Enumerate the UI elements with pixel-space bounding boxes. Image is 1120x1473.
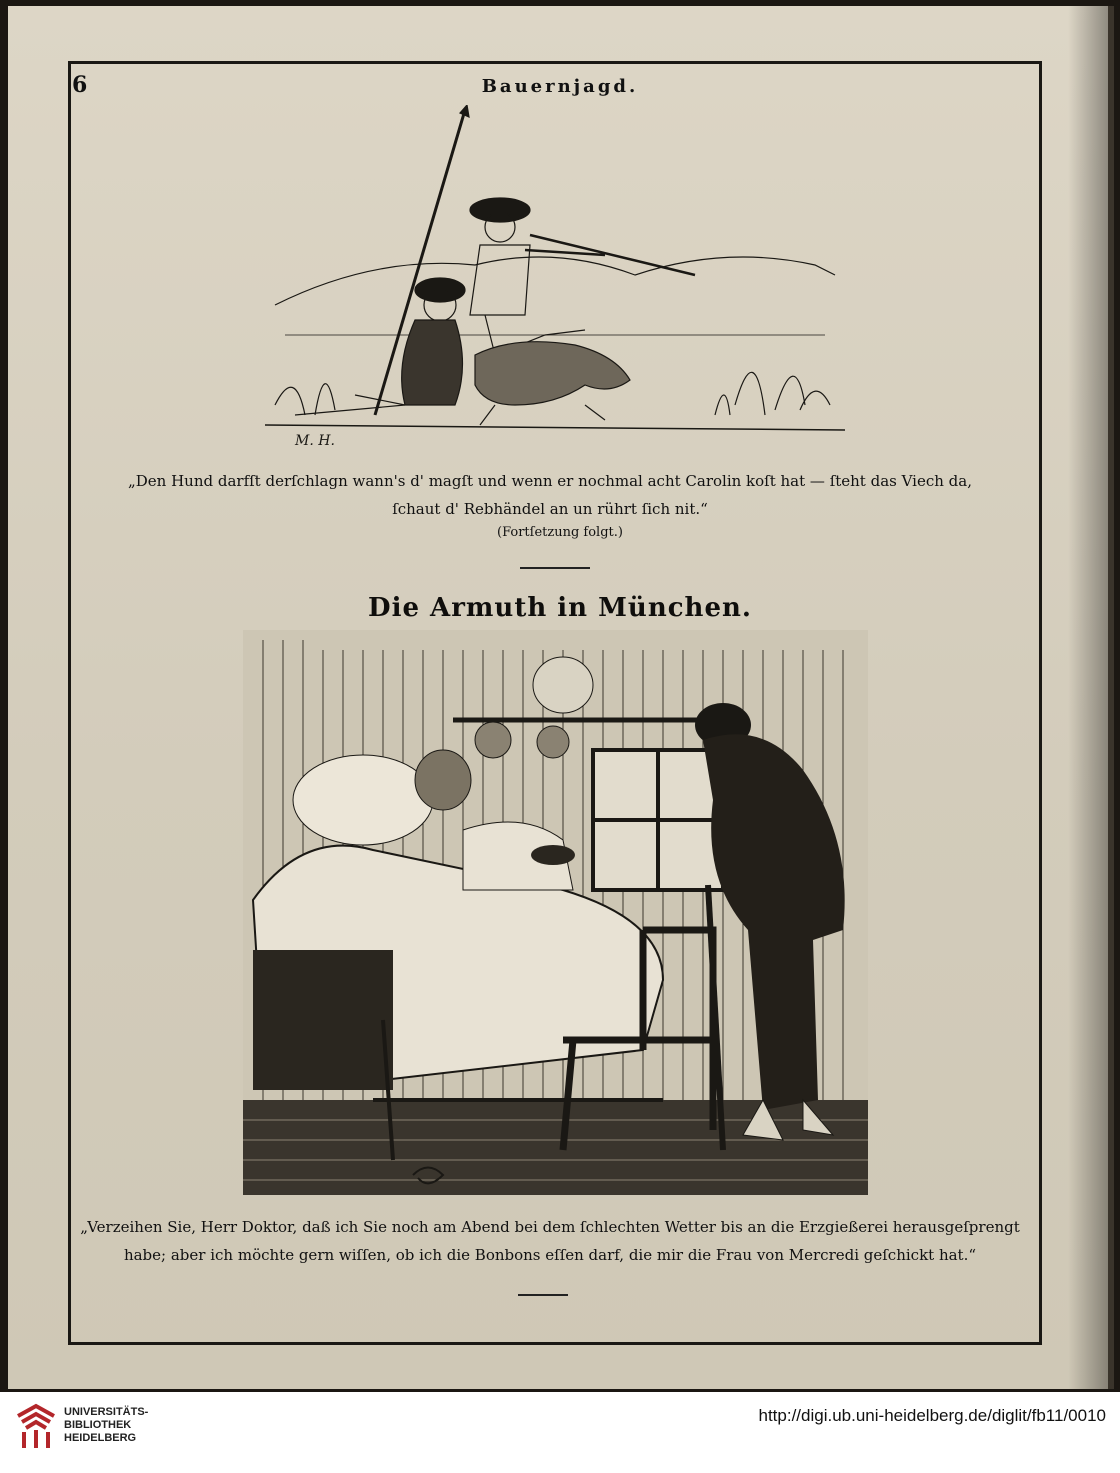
digitization-footer xyxy=(0,1392,1120,1473)
continuation-note: (Fortſetzung folgt.) xyxy=(497,525,623,540)
section-title: Die Armuth in München. xyxy=(368,593,752,623)
permalink-url[interactable]: http://digi.ub.uni-heidelberg.de/diglit/fb11/0010 xyxy=(758,1406,1106,1425)
library-logo-icon xyxy=(14,1402,58,1456)
library-name-line-3: HEIDELBERG xyxy=(64,1432,137,1444)
library-name xyxy=(64,1406,148,1445)
page-number: 6 xyxy=(72,72,88,98)
hunting-caption xyxy=(75,467,1025,523)
sickroom-caption-line-1: „Verzeihen Sie, Herr Doktor, daß ich Sie noch am Abend bei dem ſchlechten Wetter bis an die Erzgießerei herausgeſprengt xyxy=(80,1218,1020,1236)
section-divider xyxy=(520,567,590,569)
sickroom-illustration xyxy=(243,630,868,1195)
sickroom-caption-line-2: habe; aber ich möchte gern wiſſen, ob ich die Bonbons eſſen darf, die mir die Frau von Mercredi geſchickt hat.“ xyxy=(123,1246,977,1264)
library-name-line-1: UNIVERSITÄTS- xyxy=(64,1406,149,1418)
library-name-line-2: BIBLIOTHEK xyxy=(64,1419,132,1431)
illustration-signature: M. H. xyxy=(295,433,335,449)
hunting-caption-line-2: ſchaut d' Rebhändel an un rührt ſich nit.“ xyxy=(392,500,708,518)
hunting-illustration xyxy=(255,105,855,455)
running-head: Bauernjagd. xyxy=(481,76,639,97)
sickroom-caption xyxy=(75,1213,1025,1269)
hunting-caption-line-1: „Den Hund darfſt derſchlagn wann's d' magſt und wenn er nochmal acht Carolin koſt hat — ſteht das Viech da, xyxy=(127,472,972,490)
end-divider xyxy=(518,1294,568,1296)
